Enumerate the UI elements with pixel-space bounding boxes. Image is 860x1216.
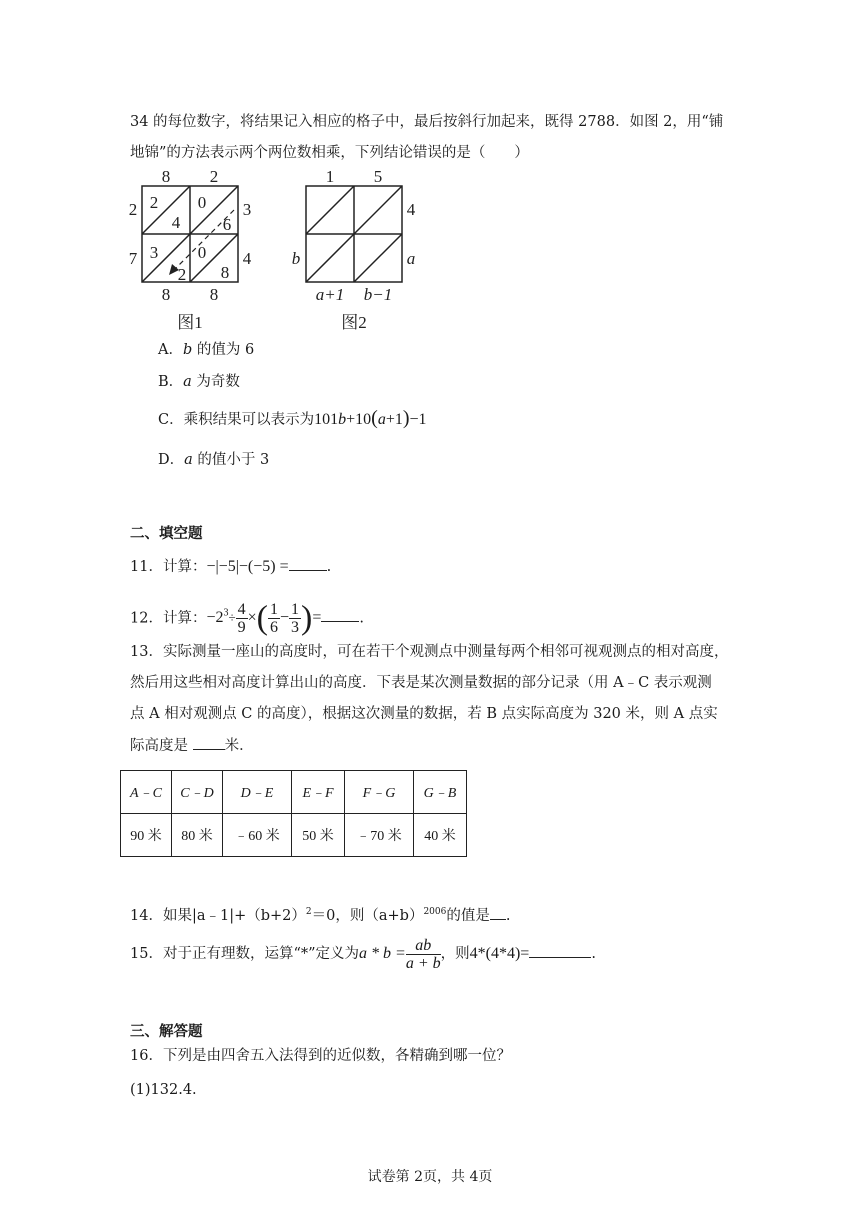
- fig1-left-2: 7: [128, 249, 138, 268]
- q14-text-c: 的值是: [446, 907, 490, 924]
- section-3-title: 三、解答题: [130, 1024, 203, 1040]
- fig1-right-2: 4: [242, 249, 252, 268]
- page-footer: 试卷第 2页，共 4页: [367, 1169, 493, 1185]
- fig1-caption: 图1: [177, 313, 203, 332]
- measurement-table: [120, 770, 467, 857]
- fig1-left-1: 2: [128, 200, 138, 219]
- q13-line-1: 13．实际测量一座山的高度时，可在若干个观测点中测量每两个相邻可视观测点的相对高度，: [130, 644, 729, 660]
- option-b-var: a: [183, 374, 192, 390]
- table-header-cell: A﹣C: [121, 771, 172, 814]
- question-15: [130, 934, 596, 974]
- q16-line-1: 16．下列是由四舍五入法得到的近似数，各精确到哪一位？: [130, 1048, 511, 1064]
- option-d: [158, 450, 269, 470]
- fig2-caption: 图2: [341, 313, 367, 332]
- table-cell: 50 米: [292, 814, 345, 857]
- figure-2-lattice: [284, 168, 424, 336]
- q14-end: .: [505, 907, 511, 924]
- q16-line-2: (1)132.4.: [130, 1082, 197, 1098]
- option-a-var: b: [182, 342, 193, 358]
- option-d-var: a: [184, 452, 193, 468]
- table-cell: ﹣60 米: [223, 814, 292, 857]
- table-header-cell: G﹣B: [414, 771, 467, 814]
- q14-exponent-2: 2006: [423, 907, 447, 917]
- option-c: [158, 408, 427, 430]
- q15-definition-lhs: a * b =: [359, 945, 406, 962]
- fig1-cell-1a: 2: [149, 193, 159, 212]
- q13-line-4: [130, 735, 254, 756]
- fig1-cell-2b: 6: [222, 215, 232, 234]
- q11-expression: −|−5|−(−5) =: [206, 558, 289, 575]
- q12-prefix: 12．计算：: [130, 610, 207, 627]
- q11-end: .: [326, 559, 332, 575]
- q12-expression: $-2^3\div$ $\frac{4}{9}$ ×( $\frac{1}{6}$ − $\frac{1}{3}$ )=: [206, 599, 322, 637]
- fig1-cell-4a: 0: [197, 243, 207, 262]
- option-d-text: 的值小于 3: [192, 452, 270, 468]
- fig1-bottom-2: 8: [209, 285, 219, 304]
- intro-line-1: 34 的每位数字，将结果记入相应的格子中，最后按斜行加起来，既得 2788．如图 2，用“铺: [130, 114, 724, 130]
- q12-end: .: [359, 610, 364, 627]
- fig1-bottom-1: 8: [161, 285, 171, 304]
- intro-line-2: 地锦”的方法表示两个两位数相乘，下列结论错误的是（ ）: [130, 145, 529, 161]
- figure-1-lattice: [126, 168, 256, 336]
- option-d-label: D．: [158, 452, 185, 468]
- table-cell: 90 米: [121, 814, 172, 857]
- option-c-label: C．: [158, 412, 184, 428]
- question-11: [130, 556, 331, 577]
- q14-text-a: 14．如果|a﹣1|+（b+2）: [130, 907, 306, 924]
- q13-line-4-unit: 米．: [224, 738, 254, 754]
- option-a: [158, 340, 254, 360]
- table-header-row: [121, 771, 467, 814]
- q15-definition-fraction: $\frac{ab}{a + b}$: [405, 936, 441, 972]
- fig2-bottom-2: b−1: [363, 285, 393, 304]
- q13-line-3: 点 A 相对观测点 C 的高度），根据这次测量的数据，若 B 点实际高度为 320 米，则 A 点实: [130, 706, 718, 722]
- option-a-text: 的值为 6: [192, 342, 255, 358]
- q15-answer-blank[interactable]: [529, 943, 591, 958]
- q14-answer-blank[interactable]: [490, 905, 506, 920]
- table-cell: 40 米: [414, 814, 467, 857]
- fig2-bottom-1: a+1: [315, 285, 345, 304]
- q11-answer-blank[interactable]: [289, 556, 327, 571]
- fig1-cell-1b: 4: [171, 213, 181, 232]
- q11-prefix: 11．计算：: [130, 559, 207, 575]
- option-b: [158, 372, 240, 392]
- table-header-cell: F﹣G: [345, 771, 414, 814]
- question-14: [130, 902, 510, 926]
- fig1-cell-2a: 0: [197, 193, 207, 212]
- option-c-expression: 101b+10(a+1)−1: [314, 407, 427, 429]
- fig1-cell-4b: 8: [220, 263, 230, 282]
- fig1-top-1: 8: [161, 168, 171, 186]
- table-header-cell: D﹣E: [223, 771, 292, 814]
- table-header-cell: E﹣F: [292, 771, 345, 814]
- q15-text-a: 15．对于正有理数，运算“*”定义为: [130, 946, 360, 962]
- q15-end: .: [591, 946, 596, 962]
- table-cell: ﹣70 米: [345, 814, 414, 857]
- fig1-cell-3a: 3: [149, 243, 159, 262]
- table-cell: 80 米: [172, 814, 223, 857]
- q13-line-2: 然后用这些相对高度计算出山的高度．下表是某次测量数据的部分记录（用 A﹣C 表示观测: [130, 675, 712, 691]
- q14-text-b: ＝0，则（a+b）: [311, 907, 424, 924]
- table-header-cell: C﹣D: [172, 771, 223, 814]
- option-c-text: 乘积结果可以表示为: [183, 412, 315, 428]
- fig2-right-1: 4: [406, 200, 416, 219]
- fig2-top-1: 1: [325, 168, 335, 186]
- fig1-right-1: 3: [242, 200, 252, 219]
- option-a-label: A．: [158, 342, 183, 358]
- table-row: [121, 814, 467, 857]
- fig2-left-1: b: [291, 249, 301, 268]
- section-2-title: 二、填空题: [130, 526, 203, 542]
- option-b-text: 为奇数: [191, 374, 240, 390]
- q12-answer-blank[interactable]: [321, 607, 359, 622]
- q13-line-4-text: 际高度是: [130, 738, 193, 754]
- option-b-label: B．: [158, 374, 184, 390]
- fig1-cell-3b: 2: [177, 265, 187, 284]
- question-12: [130, 594, 364, 639]
- fig2-top-2: 5: [373, 168, 383, 186]
- fig1-top-2: 2: [209, 168, 219, 186]
- q14-exponent-1: 2: [305, 907, 312, 917]
- q15-text-b: ，则: [440, 946, 470, 962]
- q15-expression: 4*(4*4)=: [469, 945, 530, 962]
- q13-answer-blank[interactable]: [193, 735, 225, 750]
- fig2-right-2: a: [406, 249, 416, 268]
